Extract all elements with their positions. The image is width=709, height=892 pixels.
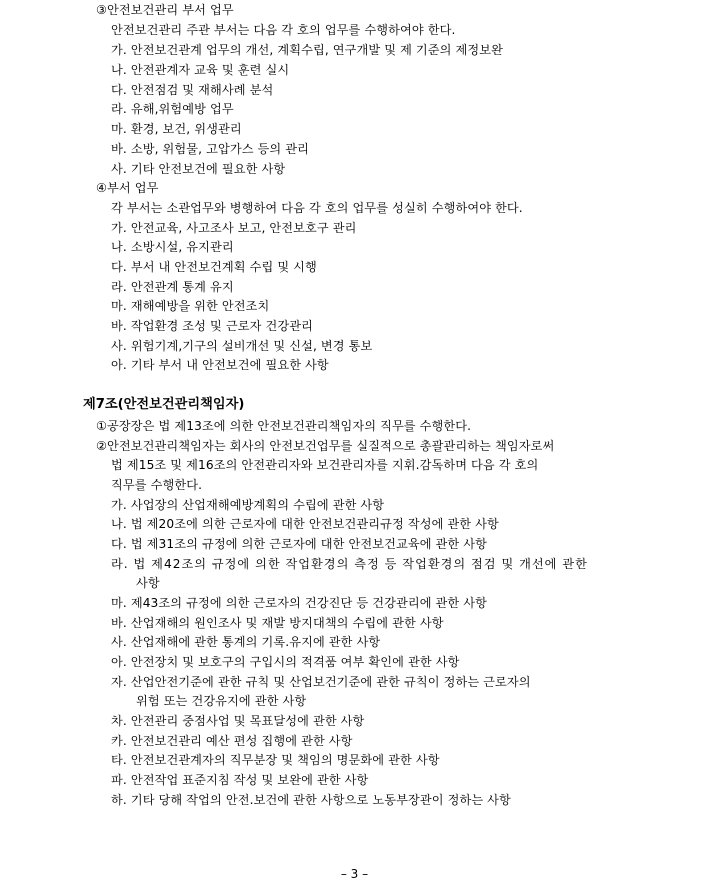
list-item: 라. 안전관계 통계 유지 [111, 280, 234, 294]
list-item: 하. 기타 당해 작업의 안전.보건에 관한 사항으로 노동부장관이 정하는 사항 [111, 793, 511, 807]
list-item: 다. 법 제31조의 규정에 의한 근로자에 대한 안전보건교육에 관한 사항 [111, 537, 488, 551]
subsection-4-intro: 각 부서는 소관업무와 병행하여 다음 각 호의 업무를 성실히 수행하여야 한다. [111, 201, 523, 215]
list-item: 다. 안전점검 및 재해사례 분석 [111, 83, 274, 97]
list-item: 바. 산업재해의 원인조사 및 재발 방지대책의 수립에 관한 사항 [111, 616, 444, 630]
list-item: 나. 안전관계자 교육 및 훈련 실시 [111, 63, 290, 77]
paragraph-2-line-2: 법 제15조 및 제16조의 안전관리자와 보건관리자를 지휘.감독하며 다음 각 호의 [111, 458, 539, 472]
list-item: 바. 작업환경 조성 및 근로자 건강관리 [111, 319, 313, 333]
list-item: 타. 안전보건관계자의 직무분장 및 책임의 명문화에 관한 사항 [111, 753, 440, 767]
article-heading: 제7조(안전보건관리책임자) [83, 397, 245, 412]
list-item: 사. 기타 안전보건에 필요한 사항 [111, 162, 286, 176]
list-item: 가. 안전보건관계 업무의 개선, 계획수립, 연구개발 및 제 기준의 제정보완 [111, 43, 504, 57]
list-item: 가. 안전교육, 사고조사 보고, 안전보호구 관리 [111, 221, 357, 235]
list-item: 라. 유해,위험예방 업무 [111, 102, 234, 116]
list-item-continuation: 위험 또는 건강유지에 관한 사항 [136, 694, 307, 708]
paragraph-2-line-1: ②안전보건관리책임자는 회사의 안전보건업무를 실질적으로 총괄관리하는 책임자로써 [96, 439, 555, 453]
list-item: 아. 안전장치 및 보호구의 구입시의 적격품 여부 확인에 관한 사항 [111, 655, 460, 669]
list-item: 사. 산업재해에 관한 통계의 기록.유지에 관한 사항 [111, 635, 381, 649]
list-item: 마. 재해예방을 위한 안전조치 [111, 299, 270, 313]
subsection-3-title: ③안전보건관리 부서 업무 [96, 3, 234, 17]
list-item: 사. 위험기계,기구의 설비개선 및 신설, 변경 통보 [111, 339, 373, 353]
subsection-3-intro: 안전보건관리 주관 부서는 다음 각 호의 업무를 수행하여야 한다. [111, 23, 456, 37]
list-item: 나. 법 제20조에 의한 근로자에 대한 안전보건관리규정 작성에 관한 사항 [111, 517, 499, 531]
list-item: 나. 소방시설, 유지관리 [111, 240, 234, 254]
subsection-4-title: ④부서 업무 [96, 181, 159, 195]
list-item: 바. 소방, 위험물, 고압가스 등의 관리 [111, 142, 310, 156]
list-item: 가. 사업장의 산업재해예방계획의 수립에 관한 사항 [111, 498, 385, 512]
list-item: 다. 부서 내 안전보건계획 수립 및 시행 [111, 260, 317, 274]
list-item: 자. 산업안전기준에 관한 규칙 및 산업보건기준에 관한 규칙이 정하는 근로자의 [111, 675, 531, 689]
list-item: 차. 안전관리 중점사업 및 목표달성에 관한 사항 [111, 714, 365, 728]
list-item: 카. 안전보건관리 예산 편성 집행에 관한 사항 [111, 734, 353, 748]
list-item: 마. 환경, 보건, 위생관리 [111, 122, 242, 136]
paragraph-1: ①공장장은 법 제13조에 의한 안전보건관리책임자의 직무를 수행한다. [96, 419, 472, 433]
list-item-continuation: 사항 [136, 576, 160, 590]
list-item: 라. 법 제42조의 규정에 의한 작업환경의 측정 등 작업환경의 점검 및 개선에 관한 [111, 557, 588, 571]
list-item: 마. 제43조의 규정에 의한 근로자의 건강진단 등 건강관리에 관한 사항 [111, 596, 488, 610]
list-item: 파. 안전작업 표준지침 작성 및 보완에 관한 사항 [111, 773, 369, 787]
page-number: – 3 – [340, 867, 369, 881]
paragraph-2-line-3: 직무를 수행한다. [111, 478, 203, 492]
list-item: 아. 기타 부서 내 안전보건에 필요한 사항 [111, 358, 329, 372]
